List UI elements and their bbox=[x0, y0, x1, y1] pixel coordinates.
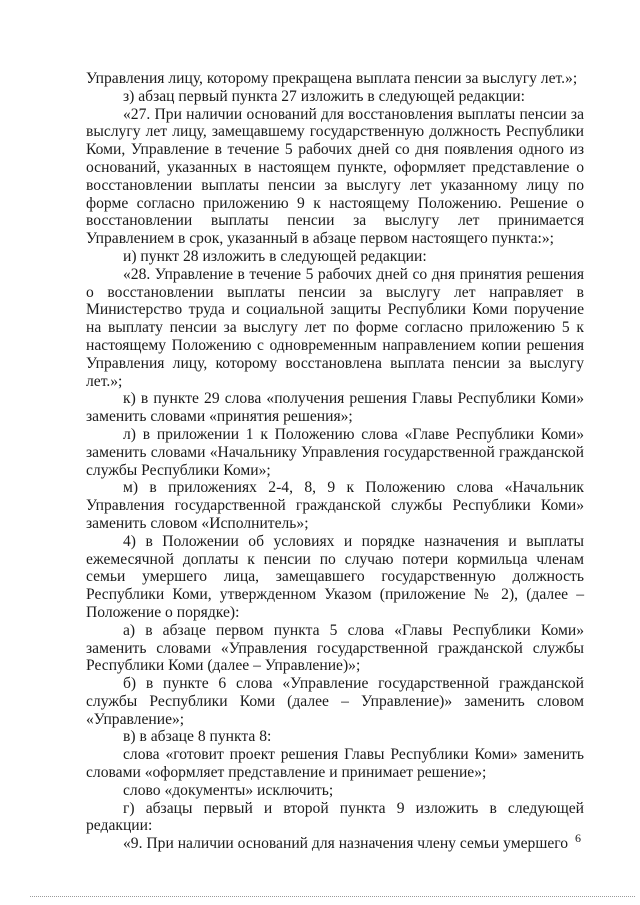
paragraph: л) в приложении 1 к Положению слова «Главе Республики Коми» заменить словами «Начальнику Управления государственной гражданской службы Республики Коми»; bbox=[86, 425, 584, 479]
paragraph: и) пункт 28 изложить в следующей редакции: bbox=[123, 247, 427, 265]
paragraph: слова «готовит проект решения Главы Республики Коми» заменить словами «оформляет представление и принимает решение»; bbox=[86, 746, 584, 782]
document-body bbox=[86, 70, 584, 853]
paragraph: слово «документы» исключить; bbox=[123, 781, 334, 799]
bottom-divider bbox=[30, 896, 635, 897]
paragraph: «9. При наличии оснований для назначения члену семьи умершего bbox=[123, 835, 569, 853]
paragraph: б) в пункте 6 слова «Управление государственной гражданской службы Республики Коми (далее – Управление)» заменить словом «Управление»; bbox=[86, 675, 584, 728]
paragraph: г) абзацы первый и второй пункта 9 изложить в следующей редакции: bbox=[86, 799, 584, 835]
paragraph: к) в пункте 29 слова «получения решения Главы Республики Коми» заменить словами «принятия решения»; bbox=[86, 390, 584, 426]
paragraph: з) абзац первый пункта 27 изложить в следующей редакции: bbox=[123, 87, 525, 105]
page-number: 6 bbox=[575, 831, 581, 845]
paragraph: м) в приложениях 2-4, 8, 9 к Положению слова «Начальник Управления государственной гражданской службы Республики Коми» заменить словом «Исполнитель»; bbox=[86, 479, 584, 532]
paragraph: 4) в Положении об условиях и порядке назначения и выплаты ежемесячной доплаты к пенсии по случаю потери кормильца членам семьи умершего лица, замещавшего государственную должность Республики Коми, утвержденном Указом (приложение № 2), (далее – Положение о порядке): bbox=[86, 532, 584, 621]
paragraph: «27. При наличии оснований для восстановления выплаты пенсии за выслугу лет лицу, замещавшему государственную должность Республики Коми, Управление в течение 5 рабочих дней со дня появления одного из оснований, указанных в настоящем пункте, оформляет представление о восстановлении выплаты пенсии за выслугу лет указанному лицу по форме согласно приложению 9 к настоящему Положению. Решение о восстановлении выплаты пенсии за выслугу лет принимается Управлением в срок, указанный в абзаце первом настоящего пункта:»; bbox=[86, 105, 584, 248]
paragraph: в) в абзаце 8 пункта 8: bbox=[123, 728, 272, 746]
paragraph: «28. Управление в течение 5 рабочих дней со дня принятия решения о восстановлении выплаты пенсии за выслугу лет направляет в Министерство труда и социальной защиты Республики Коми поручение на выплату пенсии за выслугу лет по форме согласно приложению 5 к настоящему Положению с одновременным направлением копии решения Управления лицу, которому восстановлена выплата пенсии за выслугу лет.»; bbox=[86, 265, 584, 390]
paragraph: а) в абзаце первом пункта 5 слова «Главы Республики Коми» заменить словами «Управления государственной гражданской службы Республики Коми (далее – Управление)»; bbox=[86, 621, 584, 675]
paragraph: Управления лицу, которому прекращена выплата пенсии за выслугу лет.»; bbox=[86, 70, 578, 87]
